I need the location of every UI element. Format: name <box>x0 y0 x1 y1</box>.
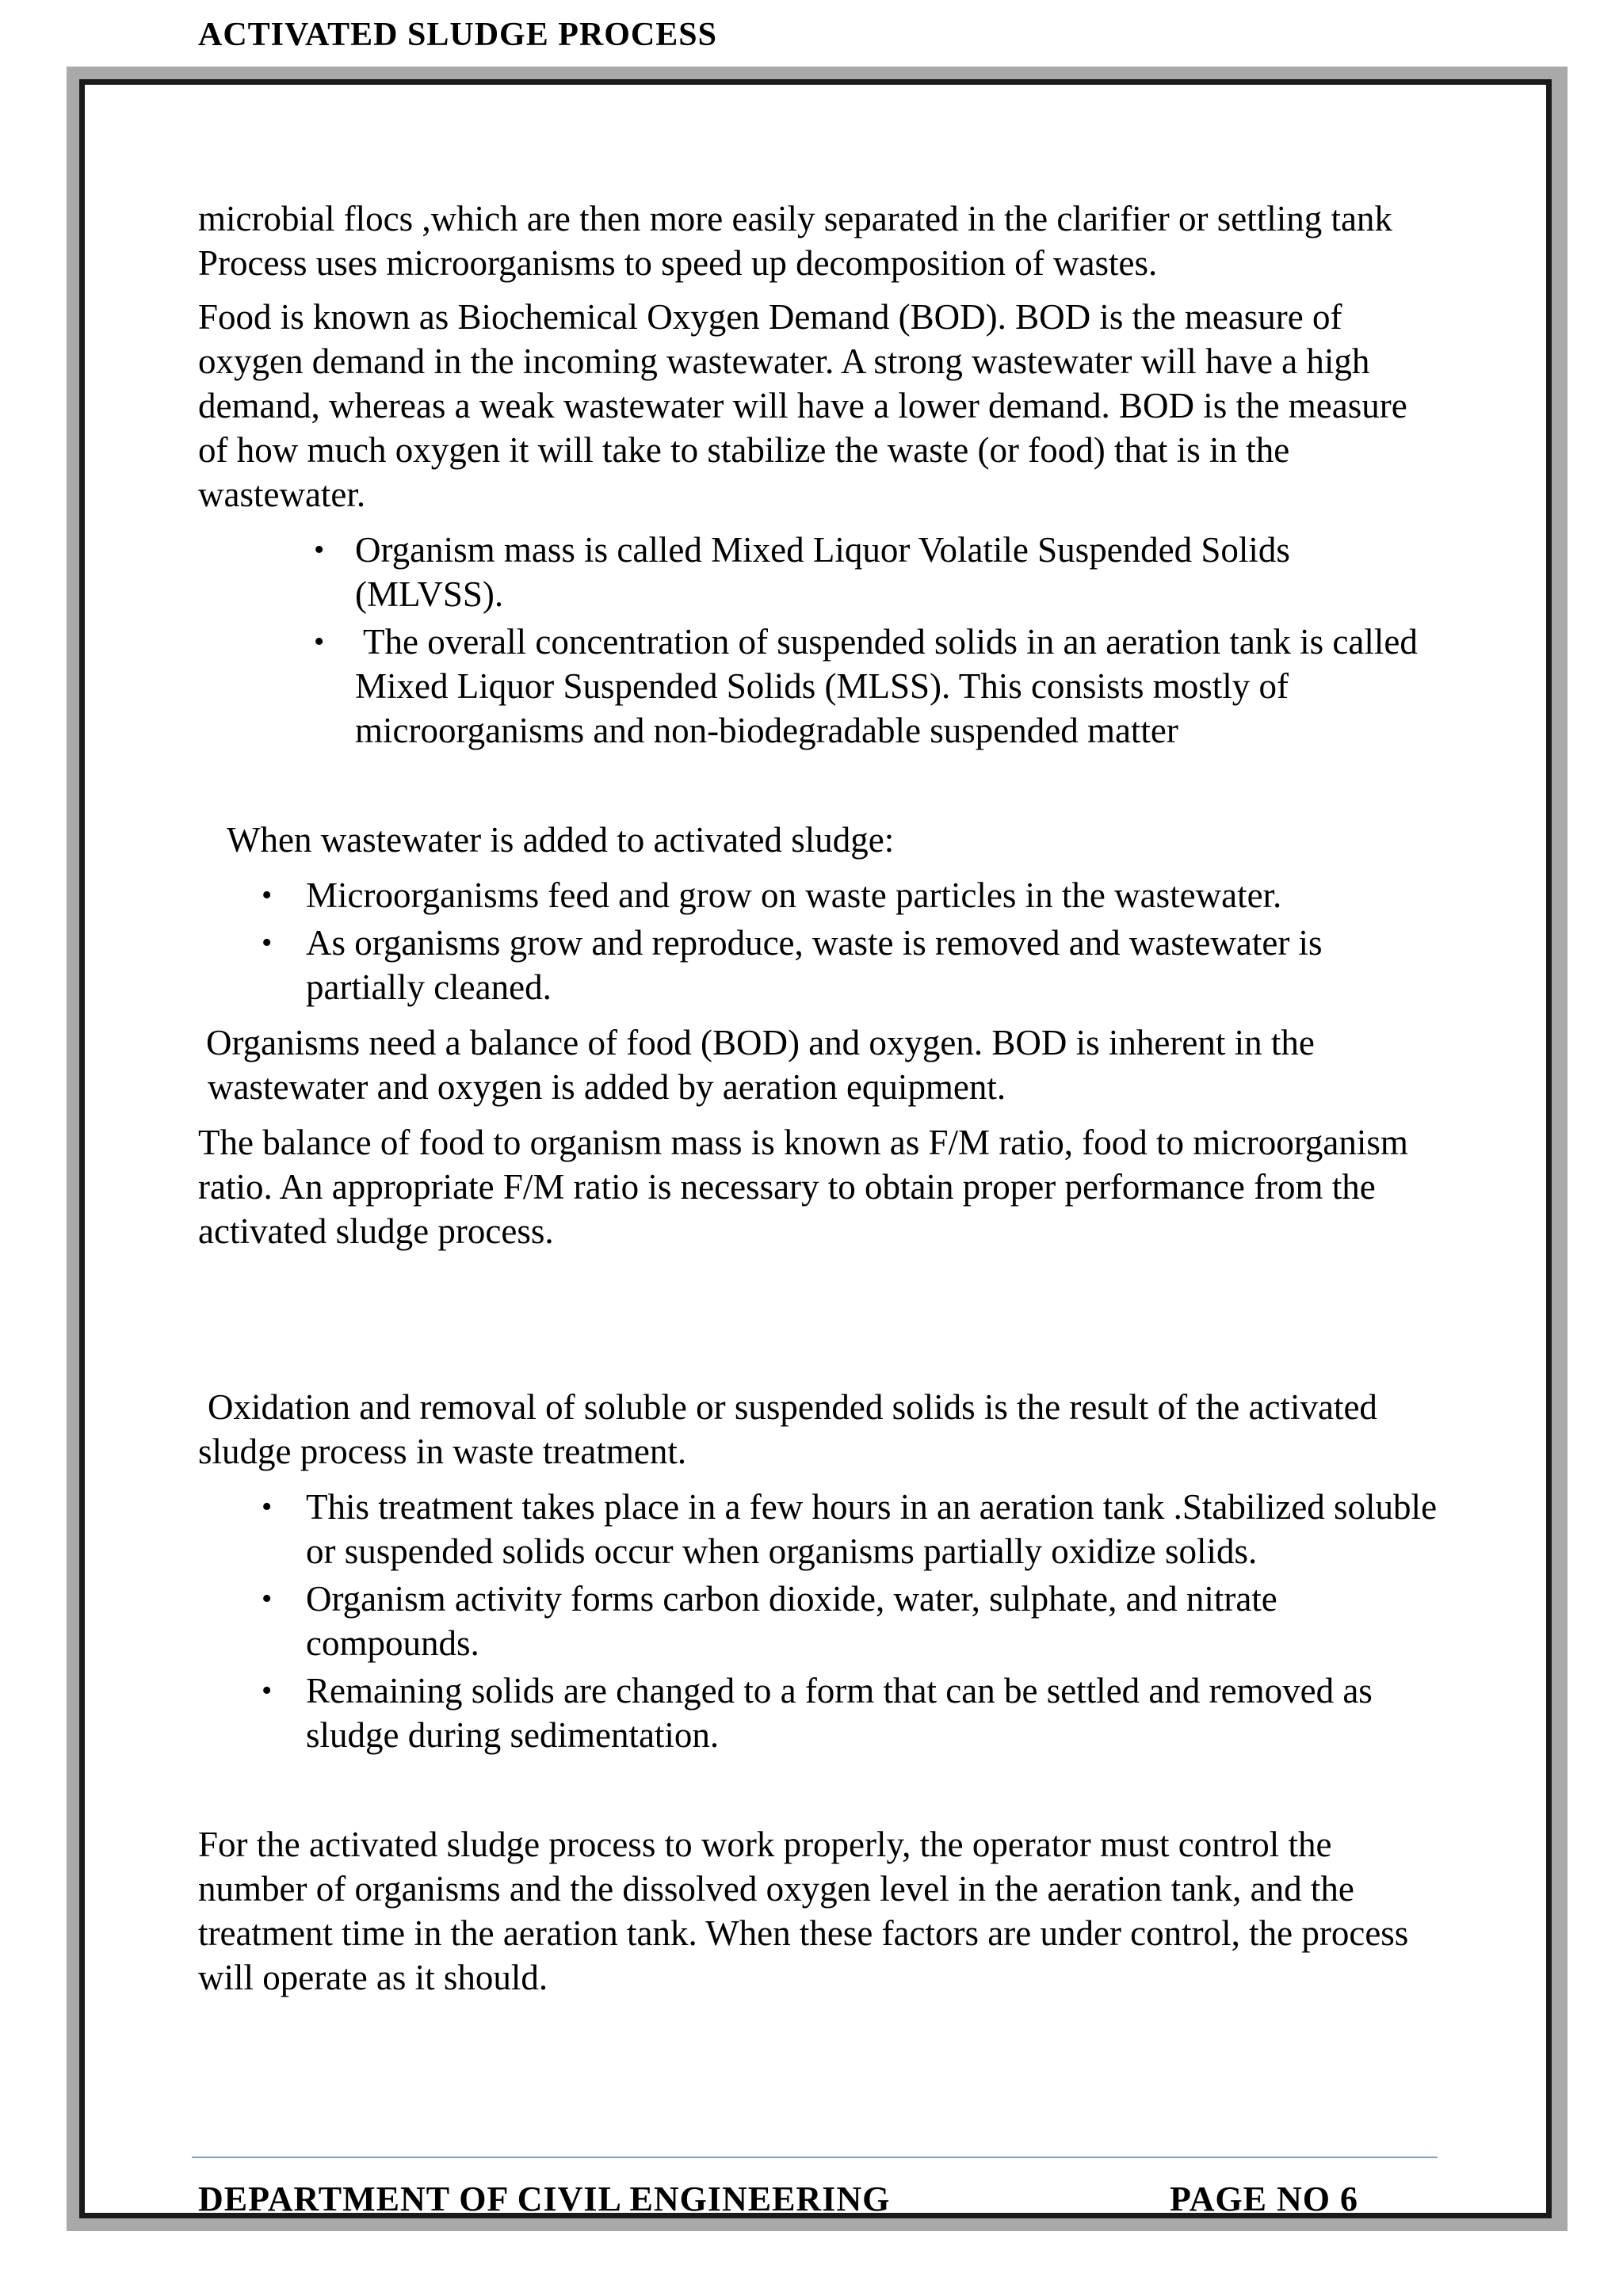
bullet-icon: • <box>262 926 273 959</box>
bullet-icon: • <box>262 1490 273 1524</box>
bullet-list-oxidation <box>198 1485 1442 1757</box>
list-item <box>314 620 1442 753</box>
list-item-text: Microorganisms feed and grow on waste particles in the wastewater. <box>306 875 1282 915</box>
paragraph: Oxidation and removal of soluble or suspended solids is the result of the activated sludge process in waste treatment. <box>198 1387 1377 1471</box>
bullet-icon: • <box>262 1674 273 1707</box>
running-header: ACTIVATED SLUDGE PROCESS <box>198 17 717 53</box>
list-item <box>262 1669 1442 1757</box>
list-item <box>262 1485 1442 1573</box>
list-item-text: Remaining solids are changed to a form that can be settled and removed as sludge during sedimentation. <box>306 1671 1373 1755</box>
bullet-icon: • <box>262 1582 273 1615</box>
list-item-text: The overall concentration of suspended solids in an aeration tank is called Mixed Liquor Suspended Solids (MLSS). This consists mostly of microorganisms and non-biodegradable suspended matter <box>355 622 1418 750</box>
paragraph: microbial flocs ,which are then more easily separated in the clarifier or settling tank Process uses microorganisms to speed up decomposition of wastes. <box>198 199 1392 283</box>
paragraph: Organisms need a balance of food (BOD) and oxygen. BOD is inherent in the wastewater and oxygen is added by aeration equipment. <box>206 1023 1315 1107</box>
bullet-list-mass <box>198 528 1442 753</box>
footer-divider <box>192 2157 1438 2158</box>
document-body <box>198 196 1442 2000</box>
bullet-icon: • <box>262 879 273 912</box>
paragraph: Food is known as Biochemical Oxygen Demand (BOD). BOD is the measure of oxygen demand in the incoming wastewater. A strong wastewater will have a high demand, whereas a weak wastewater will have a lower demand. BOD is the measure of how much oxygen it will take to stabilize the waste (or food) that is in the wastewater. <box>198 297 1407 514</box>
bullet-list-growth <box>198 873 1442 1009</box>
list-item-text: Organism mass is called Mixed Liquor Volatile Suspended Solids (MLVSS). <box>355 530 1290 614</box>
paragraph: For the activated sludge process to work properly, the operator must control the number of organisms and the dissolved oxygen level in the aeration tank, and the treatment time in the aeration tank. When these factors are under control, the process will operate as it should. <box>198 1825 1409 1997</box>
list-item-text: As organisms grow and reproduce, waste is removed and wastewater is partially cleaned. <box>306 923 1323 1007</box>
list-item <box>314 528 1442 616</box>
paragraph: When wastewater is added to activated sludge: <box>227 820 895 860</box>
list-item-text: This treatment takes place in a few hours in an aeration tank .Stabilized soluble or suspended solids occur when organisms partially oxidize solids. <box>306 1487 1438 1571</box>
list-item-text: Organism activity forms carbon dioxide, water, sulphate, and nitrate compounds. <box>306 1579 1277 1663</box>
bullet-icon: • <box>314 625 325 658</box>
list-item <box>262 1577 1442 1665</box>
paragraph: The balance of food to organism mass is known as F/M ratio, food to microorganism ratio. An appropriate F/M ratio is necessary to obtain proper performance from the activated sludge process. <box>198 1123 1408 1251</box>
bullet-icon: • <box>314 533 325 566</box>
list-item <box>262 921 1442 1009</box>
list-item <box>262 873 1442 917</box>
footer-department: DEPARTMENT OF CIVIL ENGINEERING <box>198 2180 891 2218</box>
footer-page-number: PAGE NO 6 <box>1170 2180 1358 2218</box>
